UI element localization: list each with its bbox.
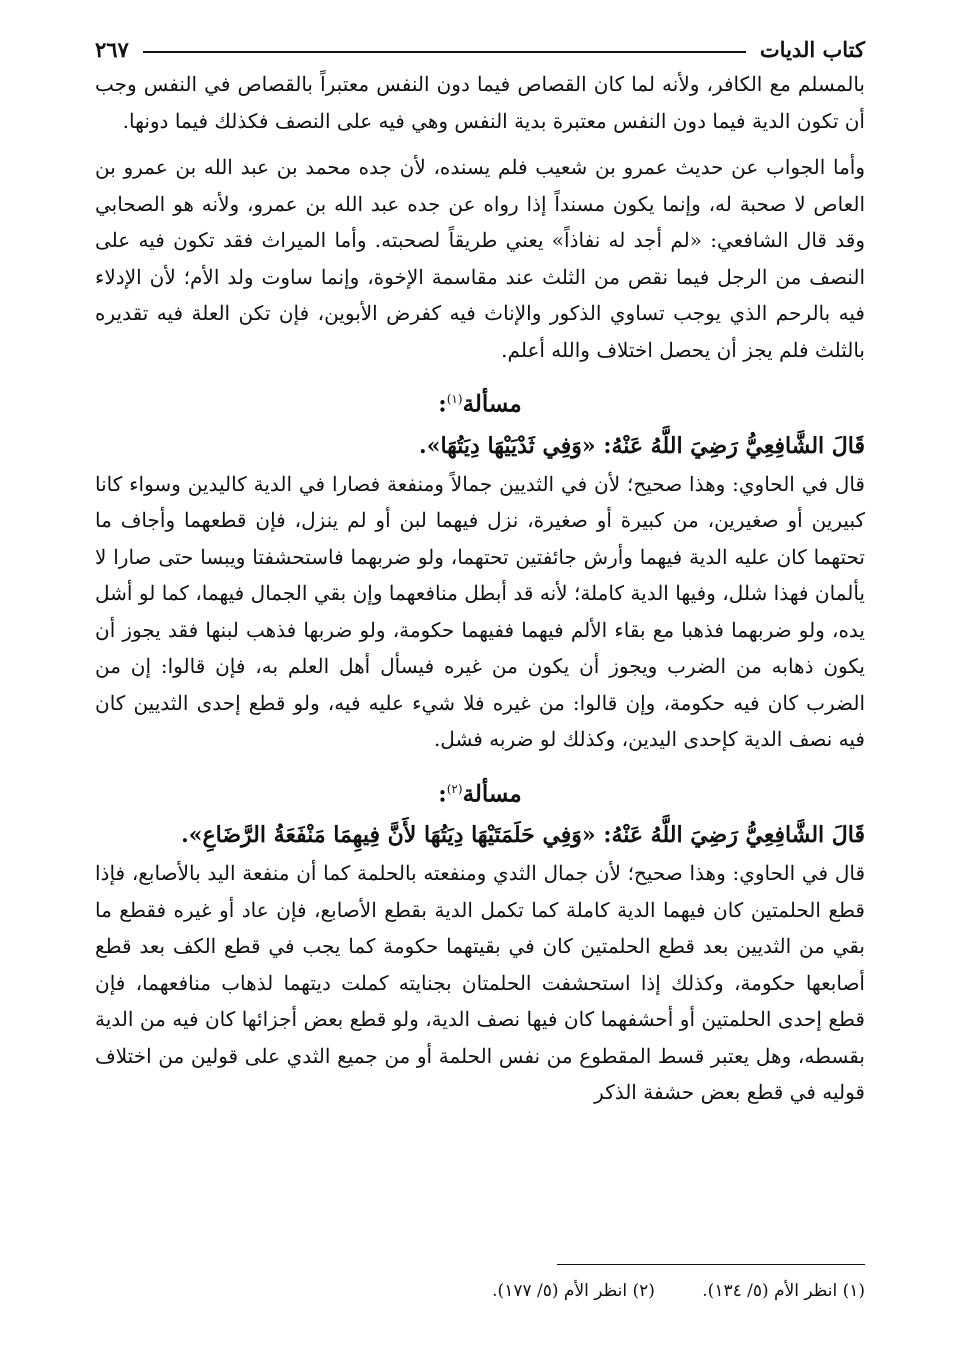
chapter-title: كتاب الديات (759, 37, 865, 62)
shafii-quote: قَالَ الشَّافِعِيُّ رَضِيَ اللَّهُ عَنْهُ: «وَفِي ثَدْيَيْهَا دِيَتُهَا». (419, 432, 865, 459)
footnote-1: (١) انظر الأم (٥/ ١٣٤). (702, 1281, 865, 1301)
header-rule (143, 51, 746, 53)
running-header (95, 28, 865, 62)
paragraph: بالمسلم مع الكافر، ولأنه لما كان القصاص فيما دون النفس معتبراً بالقصاص في النفس وجب أن تكون الدية فيما دون النفس معتبرة بدية النفس وهي فيه على النصف فكذلك فيما دونها. (95, 72, 865, 133)
page-number: ٢٦٧ (95, 37, 129, 62)
footnote-ref: (١) (446, 392, 463, 406)
shafii-quote: قَالَ الشَّافِعِيُّ رَضِيَ اللَّهُ عَنْهُ: «وَفِي حَلَمَتَيْهَا دِيَتُهَا لأَنَّ فِيهِمَا مَنْفَعَةُ الرَّضَاعِ». (181, 822, 865, 849)
masala-heading-colon: : (438, 780, 447, 808)
paragraph: قال في الحاوي: وهذا صحيح؛ لأن جمال الثدي ومنفعته بالحلمة كما أن منفعة اليد بالأصابع، فإذا قطع الحلمتين كان فيهما الدية كاملة كما تكمل الدية بقطع الأصابع، فإن عاد أو غيره فقطع ما بقي من الثديين بعد قطع الحلمتين كان في بقيتهما حكومة كما يجب في قطع الكف بعد قطع أصابعها حكومة، وكذلك إذا استحشفت الحلمتان بجنايته كملت ديتهما لذهاب منافعهما، فإن قطع إحدى الحلمتين أو أحشفهما كان فيها نصف الدية، ولو قطع بعض أجزائها كان فيه من الدية بقسطه، وهل يعتبر قسط المقطوع من نفس الحلمة أو من جميع الثدي على قولين من اختلاف قوليه في قطع بعض حشفة الذكر (95, 861, 865, 1105)
masala-heading-text: مسألة (462, 780, 522, 808)
masala-heading (95, 378, 865, 426)
paragraph: وأما الجواب عن حديث عمرو بن شعيب فلم يسنده، لأن جده محمد بن عبد الله بن عمرو بن العاص لا صحبة له، وإنما يكون مسنداً إذا رواه عن جده عبد الله بن عمرو، ولأنه هو الصحابي وقد قال الشافعي: «لم أجد له نفاذاً» يعني طريقاً لصحبته. وأما الميراث فقد تكون فيه على النصف من الرجل فيما نقص من الثلث عند مقاسمة الإخوة، وإنما ساوت ولد الأم؛ لأن الإدلاء فيه بالرحم الذي يوجب تساوي الذكور والإناث فيه كفرض الأبوين، فإن تكن العلة فيه تقديره بالثلث فلم يجز أن يحصل اختلاف والله أعلم. (95, 155, 865, 362)
paragraph: قال في الحاوي: وهذا صحيح؛ لأن في الثديين جمالاً ومنفعة فصارا في الدية كاليدين وسواء كانا كبيرين أو صغيرين، من كبيرة أو صغيرة، نزل فيهما لبن أو لم ينزل، فإن قطعهما وأجاف ما تحتهما كان عليه الدية فيهما وأرش جائفتين تحتهما، ولو ضربهما فاستحشفتا ويبسا حتى صارا لا يألمان فهذا شلل، وفيها الدية كاملة؛ لأنه قد أبطل منافعهما وإن بقي الجمال فيهما، كما لو أشل يده، ولو ضربهما فذهبا مع بقاء الألم فيهما ففيهما حكومة، ولو ضربها فذهب لبنها فقد يجوز أن يكون ذهابه من الضرب ويجوز أن يكون من غيره فيسأل أهل العلم به، فإن قالوا: إن من الضرب كان فيه حكومة، وإن قالوا: من غيره فلا شيء عليه فيه، ولو قطع إحدى الثديين كان فيه نصف الدية كإحدى اليدين، وكذلك لو ضربه فشل. (95, 471, 865, 752)
footnote-rule (557, 1264, 865, 1265)
footnote-2: (٢) انظر الأم (٥/ ١٧٧). (492, 1281, 655, 1301)
footnotes (95, 1278, 865, 1304)
masala-heading-colon: : (438, 390, 447, 418)
page-body (95, 28, 865, 1111)
masala-heading (95, 768, 865, 816)
footnote-ref: (٢) (446, 781, 463, 796)
masala-heading-text: مسألة (462, 390, 522, 418)
